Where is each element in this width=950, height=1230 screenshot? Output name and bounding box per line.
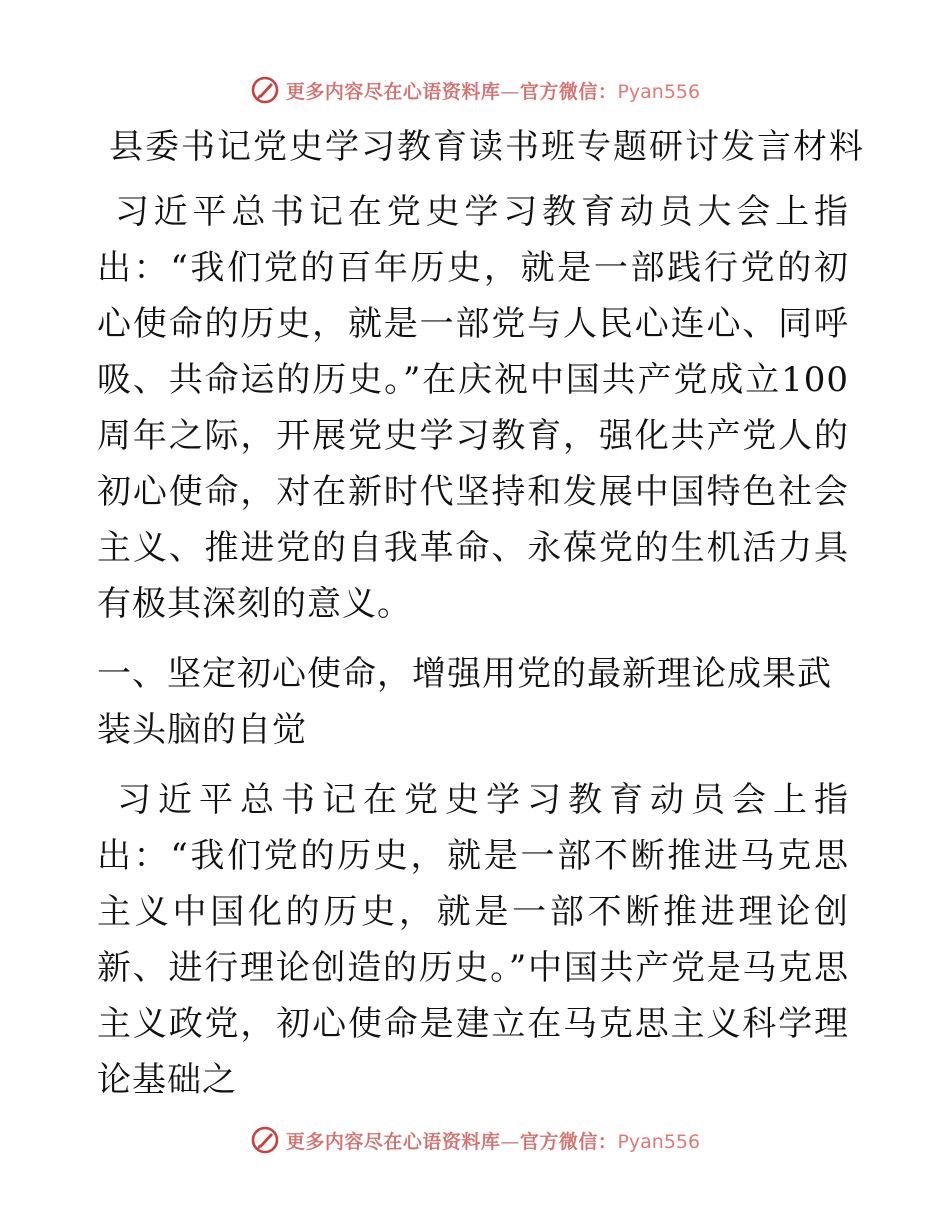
quill-logo-icon <box>250 1125 280 1155</box>
quill-logo-icon <box>250 75 280 105</box>
watermark-account: Pyan556 <box>617 1130 701 1153</box>
watermark-brand: 更多内容尽在心语资料库 <box>285 1130 501 1153</box>
watermark-label: 官方微信： <box>519 80 618 103</box>
watermark-header <box>0 72 950 108</box>
watermark-text <box>286 1127 700 1154</box>
heading-text: 一、坚定初心使命，增强用党的最新理论成果武装头脑的自觉 <box>97 654 832 750</box>
paragraph-text: 习近平总书记在党史学习教育动员大会上指出：“我们党的百年历史，就是一部践行党的初心使命的历史，就是一部党与人民心连心、同呼吸、共命运的历史。”在庆祝中国共产党成立100周年之际，开展党史学习教育，强化共产党人的初心使命，对在新时代坚持和发展中国特色社会主义、推进党的自我革命、永葆党的生机活力具有极其深刻的意义。 <box>97 192 849 624</box>
paragraph-text: 习近平总书记在党史学习教育动员会上指出：“我们党的历史，就是一部不断推进马克思主义中国化的历史，就是一部不断推进理论创新、进行理论创造的历史。”中国共产党是马克思主义政党，初心使命是建立在马克思主义科学理论基础之 <box>97 780 849 1100</box>
document-title: 县委书记党史学习教育读书班专题研讨发言材料 <box>109 127 865 167</box>
watermark-label: 官方微信： <box>519 1130 618 1153</box>
watermark-account: Pyan556 <box>617 80 701 103</box>
watermark-dash: — <box>500 1130 520 1153</box>
body-paragraph-2 <box>97 772 849 1108</box>
document-body <box>97 122 865 1122</box>
body-paragraph-1 <box>97 184 849 632</box>
watermark-text <box>286 77 700 104</box>
watermark-footer <box>0 1122 950 1158</box>
watermark-dash: — <box>500 80 520 103</box>
watermark-brand: 更多内容尽在心语资料库 <box>285 80 501 103</box>
section-heading-1 <box>97 646 849 758</box>
